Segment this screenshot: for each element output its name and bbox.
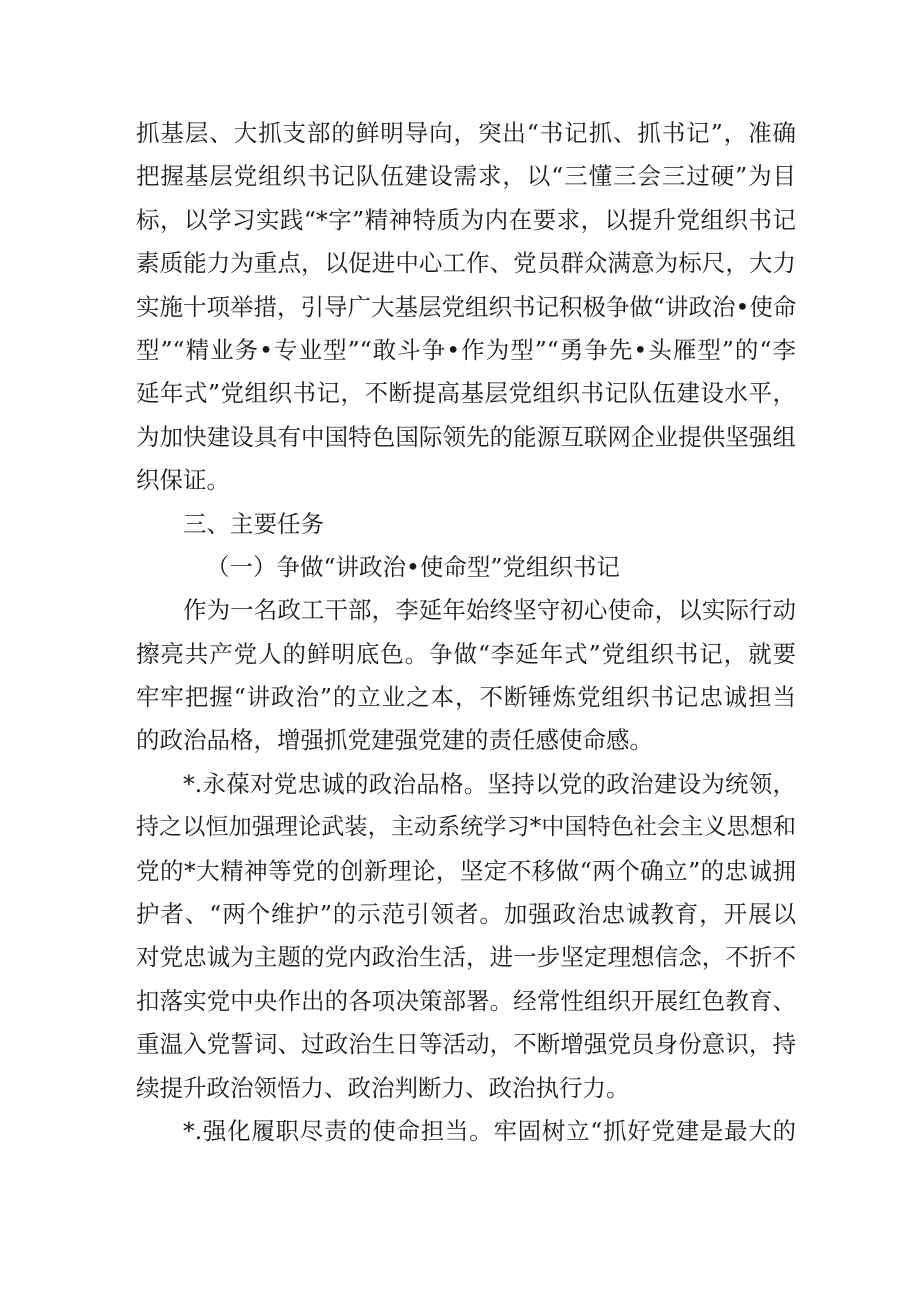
section-heading: 三、主要任务 [183,509,324,538]
paragraph-line: 标，以学习实践“*字”精神特质为内在要求，以提升党组织书记 [136,205,796,234]
paragraph-line: 延年式”党组织书记，不断提高基层党组织书记队伍建设水平， [136,379,796,408]
paragraph-line: *.强化履职尽责的使命担当。牢固树立“抓好党建是最大的 [183,1116,796,1145]
paragraph-line: 型”“精业务•专业型”“敢斗争•作为型”“勇争先•头雁型”的“李 [136,335,796,364]
paragraph-line: 实施十项举措，引导广大基层党组织书记积极争做“讲政治•使命 [136,292,797,321]
paragraph-line: 续提升政治领悟力、政治判断力、政治执行力。 [136,1073,630,1102]
paragraph-line: 重温入党誓词、过政治生日等活动，不断增强党员身份意识，持 [136,1030,796,1059]
paragraph-line: 党的*大精神等党的创新理论，坚定不移做“两个确立”的忠诚拥 [136,856,796,885]
paragraph-line: 把握基层党组织书记队伍建设需求，以“三懂三会三过硬”为目 [136,162,796,191]
paragraph-line: 对党忠诚为主题的党内政治生活，进一步坚定理想信念，不折不 [136,943,796,972]
subsection-heading: （一）争做“讲政治•使命型”党组织书记 [206,552,620,581]
document-body [136,112,796,1153]
paragraph-line: 擦亮共产党人的鲜明底色。争做“李延年式”党组织书记，就要 [136,639,796,668]
paragraph-line: 为加快建设具有中国特色国际领先的能源互联网企业提供坚强组 [136,422,796,451]
paragraph-line: *.永葆对党忠诚的政治品格。坚持以党的政治建设为统领， [183,769,796,798]
paragraph-line: 的政治品格，增强抓党建强党建的责任感使命感。 [136,726,653,755]
paragraph-line: 护者、“两个维护”的示范引领者。加强政治忠诚教育，开展以 [136,900,796,929]
paragraph-line: 织保证。 [136,466,230,495]
paragraph-line: 素质能力为重点，以促进中心工作、党员群众满意为标尺，大力 [136,249,796,278]
paragraph-line: 牢牢把握“讲政治”的立业之本，不断锤炼党组织书记忠诚担当 [136,683,796,712]
paragraph-line: 扣落实党中央作出的各项决策部署。经常性组织开展红色教育、 [136,986,796,1015]
paragraph-line: 作为一名政工干部，李延年始终坚守初心使命，以实际行动 [183,596,796,625]
paragraph-line: 抓基层、大抓支部的鲜明导向，突出“书记抓、抓书记”，准确 [136,119,796,147]
paragraph-line: 持之以恒加强理论武装，主动系统学习*中国特色社会主义思想和 [136,814,796,841]
